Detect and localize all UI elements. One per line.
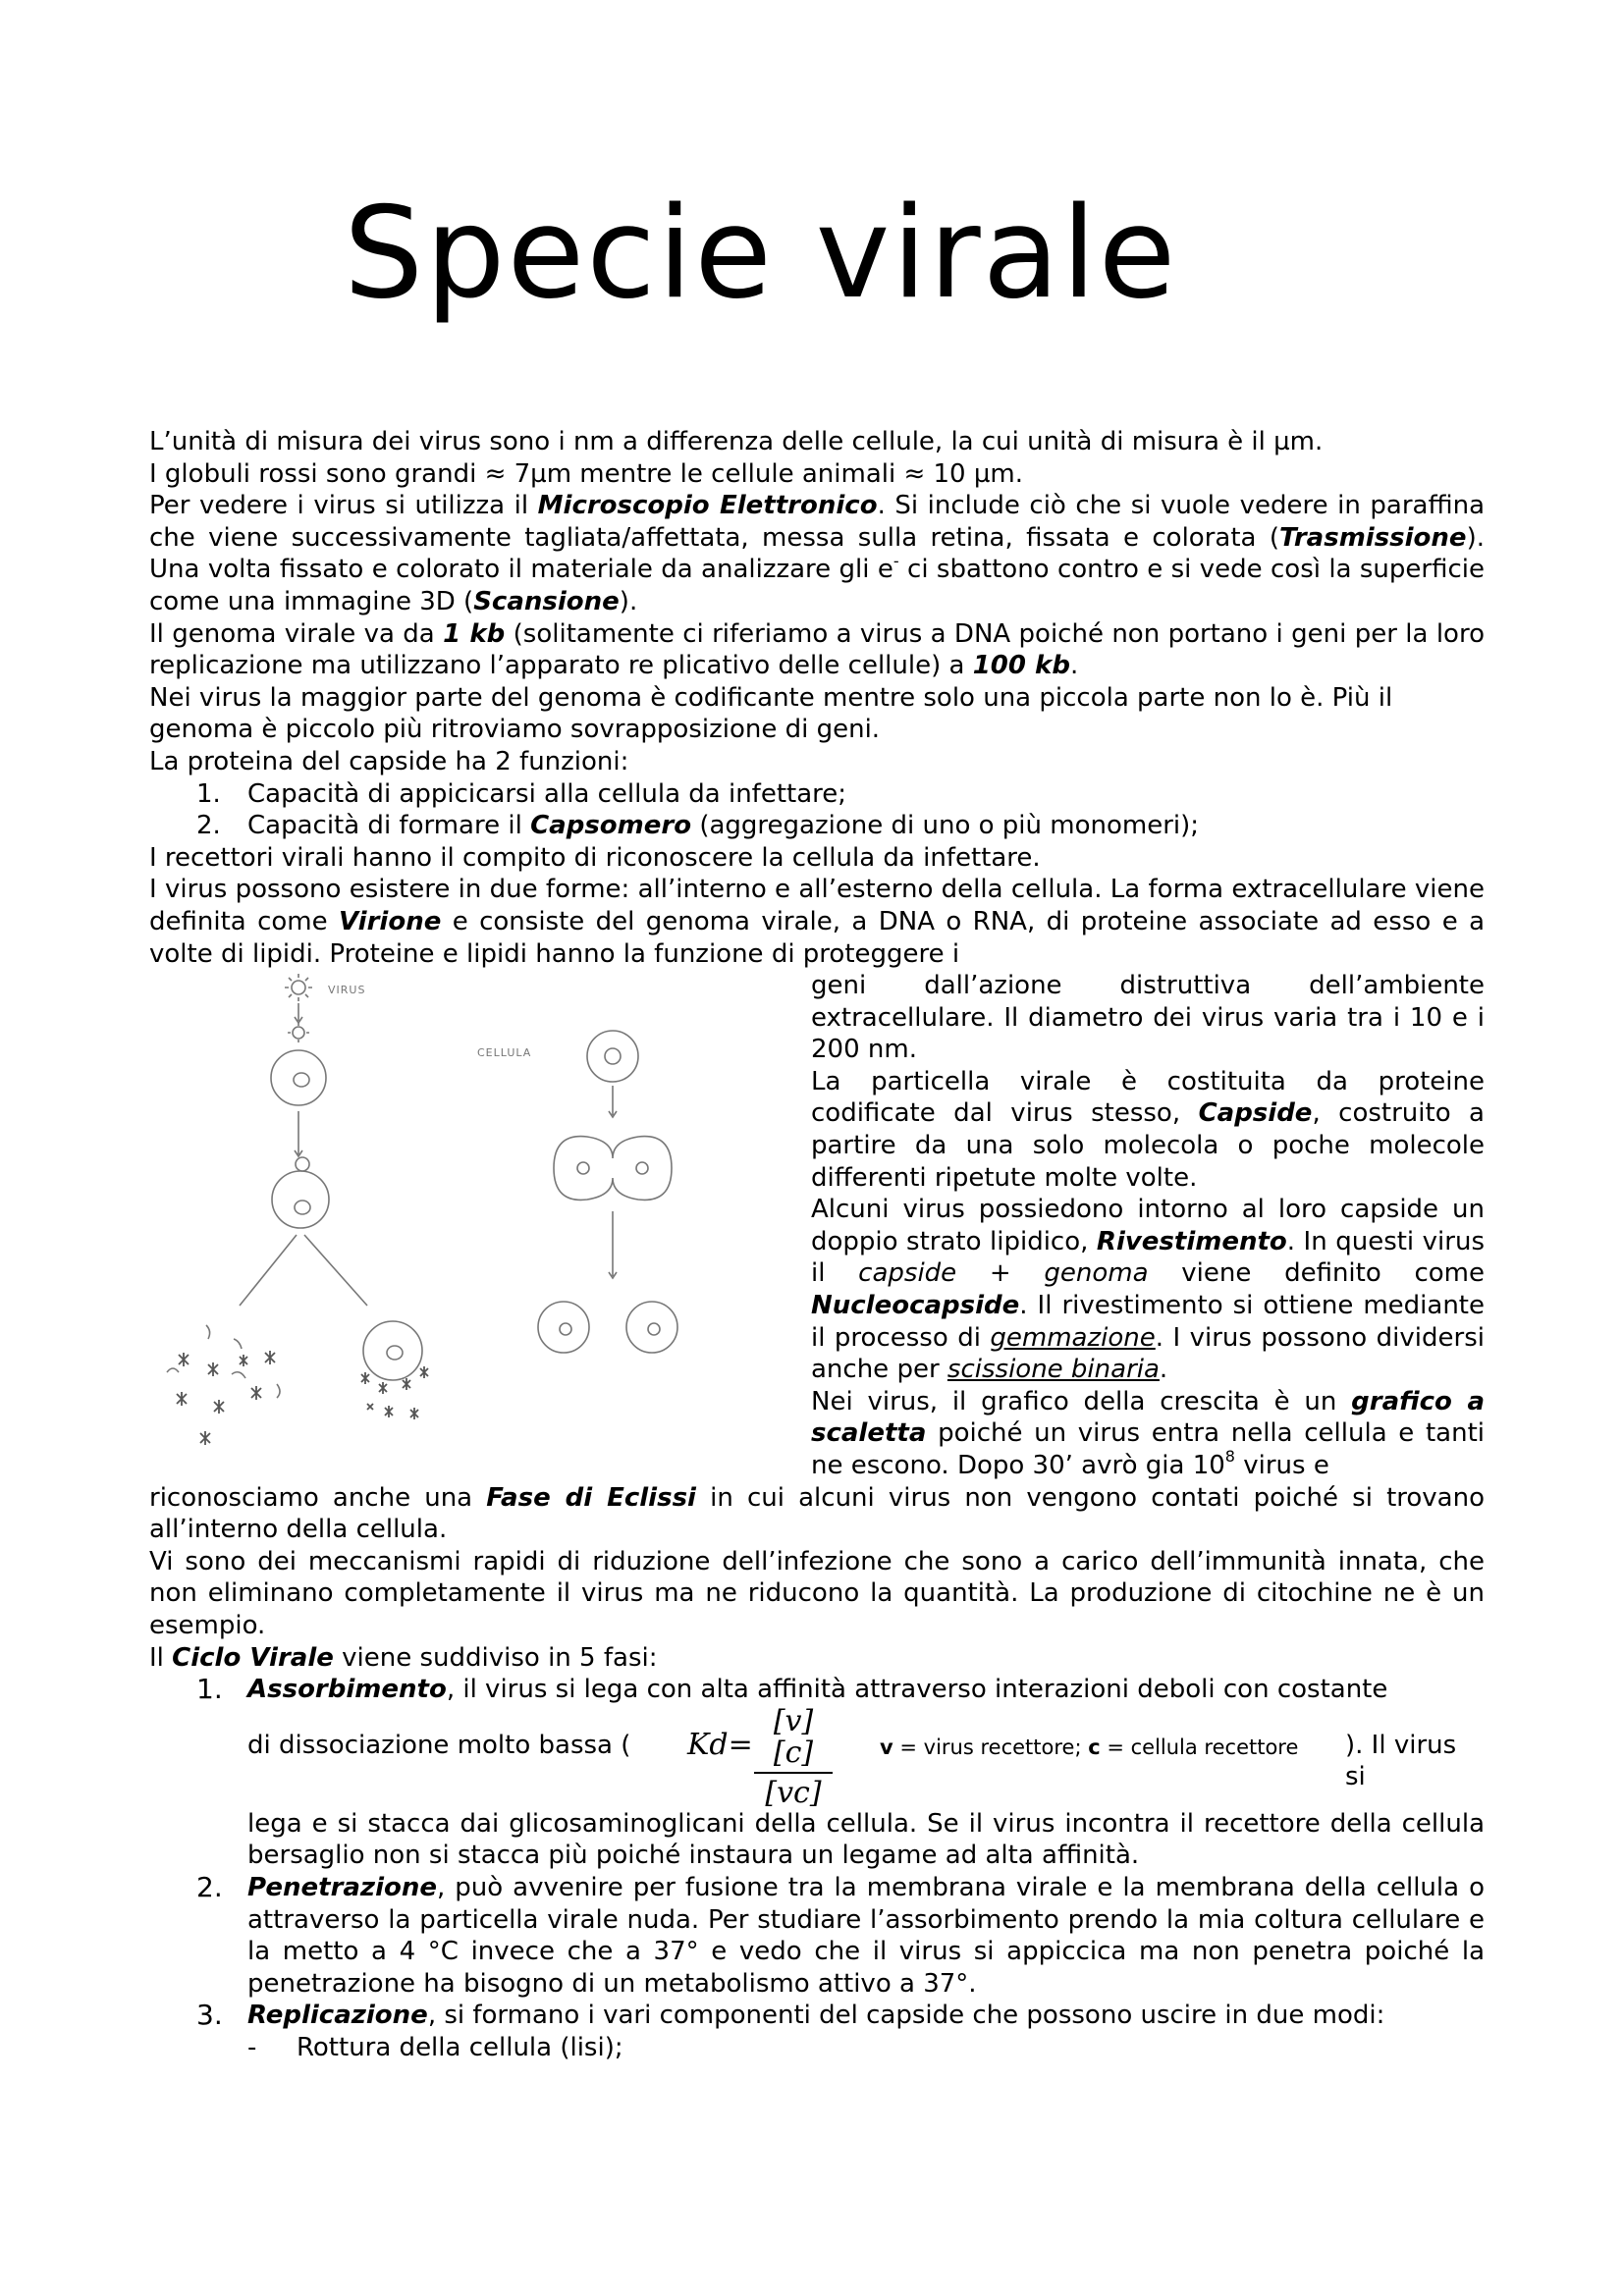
paragraph: lega e si stacca dai glicosaminoglicani della cellula. Se il virus incontra il recettore della cellula bersaglio non si stacca più poiché instaura un legame ad alta affinità. — [247, 1808, 1485, 1871]
formula-trail-text: ). Il virus si — [1345, 1730, 1457, 1792]
sketch-image — [149, 972, 801, 1472]
arrow-icon — [295, 1003, 302, 1023]
paragraph: La proteina del capside ha 2 funzioni: — [149, 746, 629, 776]
formula-row: di dissociazione molto bassa ( Kd= $\frac{[v][c]}{[vc]}$ v = virus recettore; c = cellula recettore ). Il virus si — [149, 1706, 1485, 1789]
list-item: 1. Capacità di appicicarsi alla cellula da infettare; — [196, 778, 847, 809]
cellula-label: CELLULA — [477, 1046, 532, 1060]
phase-item: 3. Replicazione, si formano i vari componenti del capside che possono uscire in due modi: — [196, 1999, 1385, 2032]
virus-label: VIRUS — [328, 984, 366, 997]
list-item: 2. Capacità di formare il Capsomero (aggregazione di uno o più monomeri); — [196, 811, 1200, 841]
paragraph: Alcuni virus possiedono intorno al loro capside un doppio strato lipidico, Rivestimento. In questi virus il capside + genoma viene definito come Nucleocapside. Il rivestimento si ottiene mediante il processo di gemmazione. I virus possono dividersi anche per scissione binaria. — [811, 1195, 1485, 1385]
paragraph: I globuli rossi sono grandi ≈ 7µm mentre le cellule animali ≈ 10 µm. — [149, 458, 1023, 489]
paragraph: Nei virus la maggior parte del genoma è codificante mentre solo una piccola parte non lo è. Più il genoma è piccolo più ritroviamo sovrapposizione di geni. — [149, 682, 1393, 745]
page-title: Specie virale — [344, 181, 1178, 327]
cell-icon — [272, 1171, 329, 1228]
paragraph: Il genoma virale va da 1 kb (solitamente ci riferiamo a virus a DNA poiché non portano i geni per la loro replicazione ma utilizzano l’apparato re plicativo delle cellule) a 100 kb. — [149, 618, 1485, 681]
paragraph: geni dall’azione distruttiva dell’ambiente extracellulare. Il diametro dei virus varia tra i 10 e i 200 nm. — [811, 971, 1485, 1065]
phase-item: 2. Penetrazione, può avvenire per fusione tra la membrana virale e la membrana della cellula o attraverso la particella virale nuda. Per studiare l’assorbimento prendo la mia coltura cellulare e la metto a 4 °C invece che a 37° e vedo che il virus si appiccica ma non penetra poiché la penetrazione ha bisogno di un metabolismo attivo a 37°. — [196, 1870, 1485, 1999]
document-body — [149, 426, 1485, 2064]
arrow-icon — [609, 1086, 617, 1117]
split-arrows — [240, 1235, 367, 1306]
paragraph: I virus possono esistere in due forme: all’interno e all’esterno della cellula. La forma extracellulare viene definita come Virione e consiste del genoma virale, a DNA o RNA, di proteine associate ad esso e a volte di lipidi. Proteine e lipidi hanno la funzione di proteggere i — [149, 875, 1486, 969]
phase-item: 1. Assorbimento, il virus si lega con alta affinità attraverso interazioni deboli con costante — [196, 1673, 1388, 1706]
capsid-functions-list — [149, 778, 1485, 842]
arrow-icon — [295, 1111, 302, 1156]
paragraph: Vi sono dei meccanismi rapidi di riduzione dell’infezione che sono a carico dell’immunità innata, che non eliminano completamente il virus ma ne riducono la quantità. La produzione di citochine ne è un esempio. — [149, 1546, 1485, 1640]
sub-list-item: - Rottura della cellula (lisi); — [247, 2032, 623, 2062]
paragraph: L’unità di misura dei virus sono i nm a differenza delle cellule, la cui unità di misura è il µm. — [149, 427, 1324, 456]
cell-icon — [538, 1302, 589, 1353]
formula-lead-text: di dissociazione molto bassa ( — [247, 1730, 631, 1760]
paragraph: Il Ciclo Virale viene suddiviso in 5 fasi: — [149, 1642, 658, 1673]
virus-cycle-sketch — [149, 972, 801, 1472]
virus-particles-left — [167, 1351, 280, 1445]
cell-icon — [271, 1050, 326, 1105]
paragraph: I recettori virali hanno il compito di riconoscere la cellula da infettare. — [149, 842, 1041, 873]
viral-cycle-phases — [149, 1872, 1485, 2032]
paragraph: riconosciamo anche una Fase di Eclissi in cui alcuni virus non vengono contati poiché si trovano all’interno della cellula. — [149, 1482, 1485, 1545]
paragraph: La particella virale è costituita da proteine codificate dal virus stesso, Capside, costruito a partire da una solo molecola o poche molecole differenti ripetute molte volte. — [811, 1066, 1485, 1193]
figure-with-text — [149, 970, 1485, 1482]
paragraph: Nei virus, il grafico della crescita è un grafico a scaletta poiché un virus entra nella cellula e tanti ne escono. Dopo 30’ avrò gia $10^8$ virus e — [811, 1386, 1485, 1480]
dividing-cell — [554, 1137, 672, 1201]
virus-sun-icon — [285, 974, 312, 1001]
formula-legend: v = virus recettore; c = cellula recettore — [880, 1735, 1299, 1759]
arrow-icon — [609, 1211, 617, 1278]
viral-cycle-phases — [149, 1674, 1485, 1706]
side-text — [811, 970, 1485, 1482]
paragraph: Per vedere i virus si utilizza il Microscopio Elettronico. Si include ciò che si vuole vedere in paraffina che viene successivamente tagliata/affettata, messa sulla retina, fissata e colorata (Trasmissione). Una volta fissato e colorato il materiale da analizzare gli e- ci sbattono contro e si vede così la superficie come una immagine 3D (Scansione). — [149, 491, 1485, 616]
cell-icon — [626, 1302, 677, 1353]
virus-sun-icon — [288, 1023, 309, 1042]
cell-icon — [587, 1031, 638, 1082]
infected-cell — [361, 1321, 428, 1419]
